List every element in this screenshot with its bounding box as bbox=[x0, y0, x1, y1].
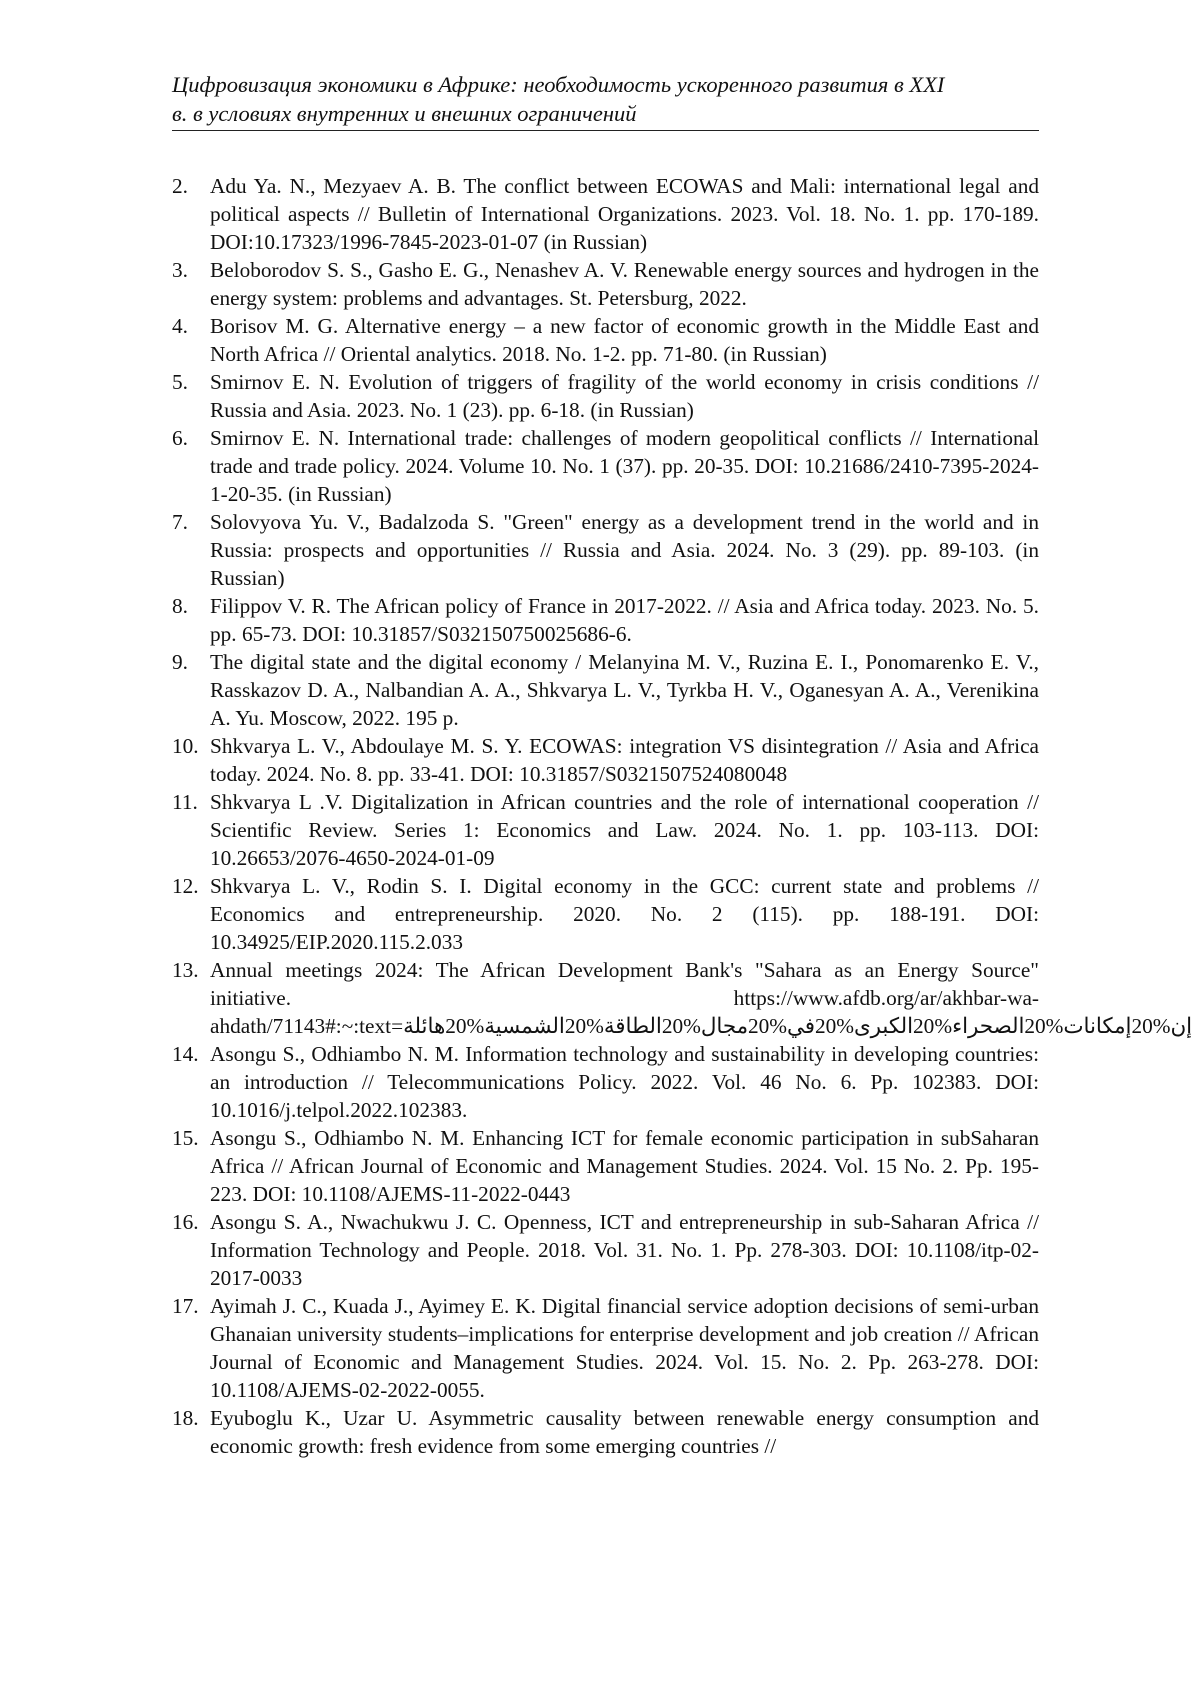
reference-number: 16. bbox=[172, 1210, 199, 1234]
reference-item bbox=[172, 312, 1039, 368]
reference-text: Shkvarya L. V., Abdoulaye M. S. Y. ECOWAS: integration VS disintegration // Asia and Africa today. 2024. No. 8. pp. 33-41. DOI: 10.31857/S0321507524080048 bbox=[210, 734, 1039, 786]
reference-text: Beloborodov S. S., Gasho E. G., Nenashev A. V. Renewable energy sources and hydrogen in the energy system: problems and advantages. St. Petersburg, 2022. bbox=[210, 258, 1039, 310]
reference-text: Smirnov E. N. International trade: challenges of modern geopolitical conflicts // International trade and trade policy. 2024. Volume 10. No. 1 (37). pp. 20-35. DOI: 10.21686/2410-7395-2024-1-20-35. (in Russian) bbox=[210, 426, 1039, 506]
reference-number: 10. bbox=[172, 734, 199, 758]
reference-text: Filippov V. R. The African policy of France in 2017-2022. // Asia and Africa today. 2023. No. 5. pp. 65-73. DOI: 10.31857/S032150750025686-6. bbox=[210, 594, 1039, 646]
reference-number: 14. bbox=[172, 1042, 199, 1066]
reference-number: 8. bbox=[172, 594, 188, 618]
reference-item bbox=[172, 1292, 1039, 1404]
reference-item bbox=[172, 592, 1039, 648]
reference-item bbox=[172, 956, 1193, 1040]
reference-item bbox=[172, 368, 1039, 424]
reference-number: 13. bbox=[172, 958, 199, 982]
reference-number: 4. bbox=[172, 314, 188, 338]
reference-text: Asongu S., Odhiambo N. M. Enhancing ICT for female economic participation in subSaharan Africa // African Journal of Economic and Management Studies. 2024. Vol. 15 No. 2. Pp. 195-223. DOI: 10.1108/AJEMS-11-2022-0443 bbox=[210, 1126, 1039, 1206]
reference-number: 2. bbox=[172, 174, 188, 198]
reference-text: Adu Ya. N., Mezyaev A. B. The conflict between ECOWAS and Mali: international legal and political aspects // Bulletin of International Organizations. 2023. Vol. 18. No. 1. pp. 170-189. DOI:10.17323/1996-7845-2023-01-07 (in Russian) bbox=[210, 174, 1039, 254]
reference-item bbox=[172, 872, 1039, 956]
reference-item bbox=[172, 1208, 1039, 1292]
reference-text: Solovyova Yu. V., Badalzoda S. "Green" energy as a development trend in the world and in Russia: prospects and opportunities // Russia and Asia. 2024. No. 3 (29). pp. 89-103. (in Russian) bbox=[210, 510, 1039, 590]
reference-list bbox=[172, 172, 1193, 1460]
running-header-line-1: Цифровизация экономики в Африке: необходимость ускоренного развития в XXI bbox=[172, 72, 945, 97]
reference-item bbox=[172, 1124, 1039, 1208]
reference-item bbox=[172, 508, 1039, 592]
reference-text: Asongu S., Odhiambo N. M. Information technology and sustainability in developing countries: an introduction // Telecommunications Policy. 2022. Vol. 46 No. 6. Pp. 102383. DOI: 10.1016/j.telpol.2022.102383. bbox=[210, 1042, 1039, 1122]
reference-number: 12. bbox=[172, 874, 199, 898]
reference-text: The digital state and the digital economy / Melanyina M. V., Ruzina E. I., Ponomarenko E. V., Rasskazov D. A., Nalbandian A. A., Shkvarya L. V., Tyrkba H. V., Oganesyan A. A., Verenikina A. Yu. Moscow, 2022. 195 p. bbox=[210, 650, 1039, 730]
reference-text: Borisov M. G. Alternative energy – a new factor of economic growth in the Middle East and North Africa // Oriental analytics. 2018. No. 1-2. pp. 71-80. (in Russian) bbox=[210, 314, 1039, 366]
reference-number: 9. bbox=[172, 650, 188, 674]
reference-item bbox=[172, 424, 1039, 508]
reference-text: Asongu S. A., Nwachukwu J. C. Openness, ICT and entrepreneurship in sub-Saharan Africa // Information Technology and People. 2018. Vol. 31. No. 1. Pp. 278-303. DOI: 10.1108/itp-02-2017-0033 bbox=[210, 1210, 1039, 1290]
reference-number: 15. bbox=[172, 1126, 199, 1150]
reference-number: 3. bbox=[172, 258, 188, 282]
reference-number: 11. bbox=[172, 790, 198, 814]
reference-text: Ayimah J. C., Kuada J., Ayimey E. K. Digital financial service adoption decisions of semi-urban Ghanaian university students–implications for enterprise development and job creation // African Journal of Economic and Management Studies. 2024. Vol. 15. No. 2. Pp. 263-278. DOI: 10.1108/AJEMS-02-2022-0055. bbox=[210, 1294, 1039, 1402]
reference-number: 17. bbox=[172, 1294, 199, 1318]
reference-number: 6. bbox=[172, 426, 188, 450]
reference-number: 5. bbox=[172, 370, 188, 394]
reference-text: Shkvarya L. V., Rodin S. I. Digital economy in the GCC: current state and problems // Economics and entrepreneurship. 2020. No. 2 (115). pp. 188-191. DOI: 10.34925/EIP.2020.115.2.033 bbox=[210, 874, 1039, 954]
reference-item bbox=[172, 732, 1039, 788]
reference-item bbox=[172, 788, 1039, 872]
reference-text: Smirnov E. N. Evolution of triggers of fragility of the world economy in crisis conditions // Russia and Asia. 2023. No. 1 (23). pp. 6-18. (in Russian) bbox=[210, 370, 1039, 422]
reference-item bbox=[172, 1040, 1039, 1124]
reference-item bbox=[172, 256, 1039, 312]
reference-item bbox=[172, 172, 1039, 256]
running-header bbox=[172, 70, 1039, 131]
reference-text: Eyuboglu K., Uzar U. Asymmetric causality between renewable energy consumption and economic growth: fresh evidence from some emerging countries // bbox=[210, 1406, 1039, 1458]
reference-number: 18. bbox=[172, 1406, 199, 1430]
reference-item bbox=[172, 648, 1039, 732]
running-header-line-2: в. в условиях внутренних и внешних ограничений bbox=[172, 101, 637, 126]
reference-text: Shkvarya L .V. Digitalization in African countries and the role of international cooperation // Scientific Review. Series 1: Economics and Law. 2024. No. 1. pp. 103-113. DOI: 10.26653/2076-4650-2024-01-09 bbox=[210, 790, 1039, 870]
reference-text: Annual meetings 2024: The African Development Bank's "Sahara as an Energy Source" initiative. https://www.afdb.org/ar/akhbar-wa-ahdath/71143#:~:text=إن%20إمكانات%20الصحراء%20الكبرى%20في%20مجال%20الطاقة%20الشمسية%20هائلة bbox=[210, 958, 1193, 1038]
reference-number: 7. bbox=[172, 510, 188, 534]
reference-item bbox=[172, 1404, 1039, 1460]
